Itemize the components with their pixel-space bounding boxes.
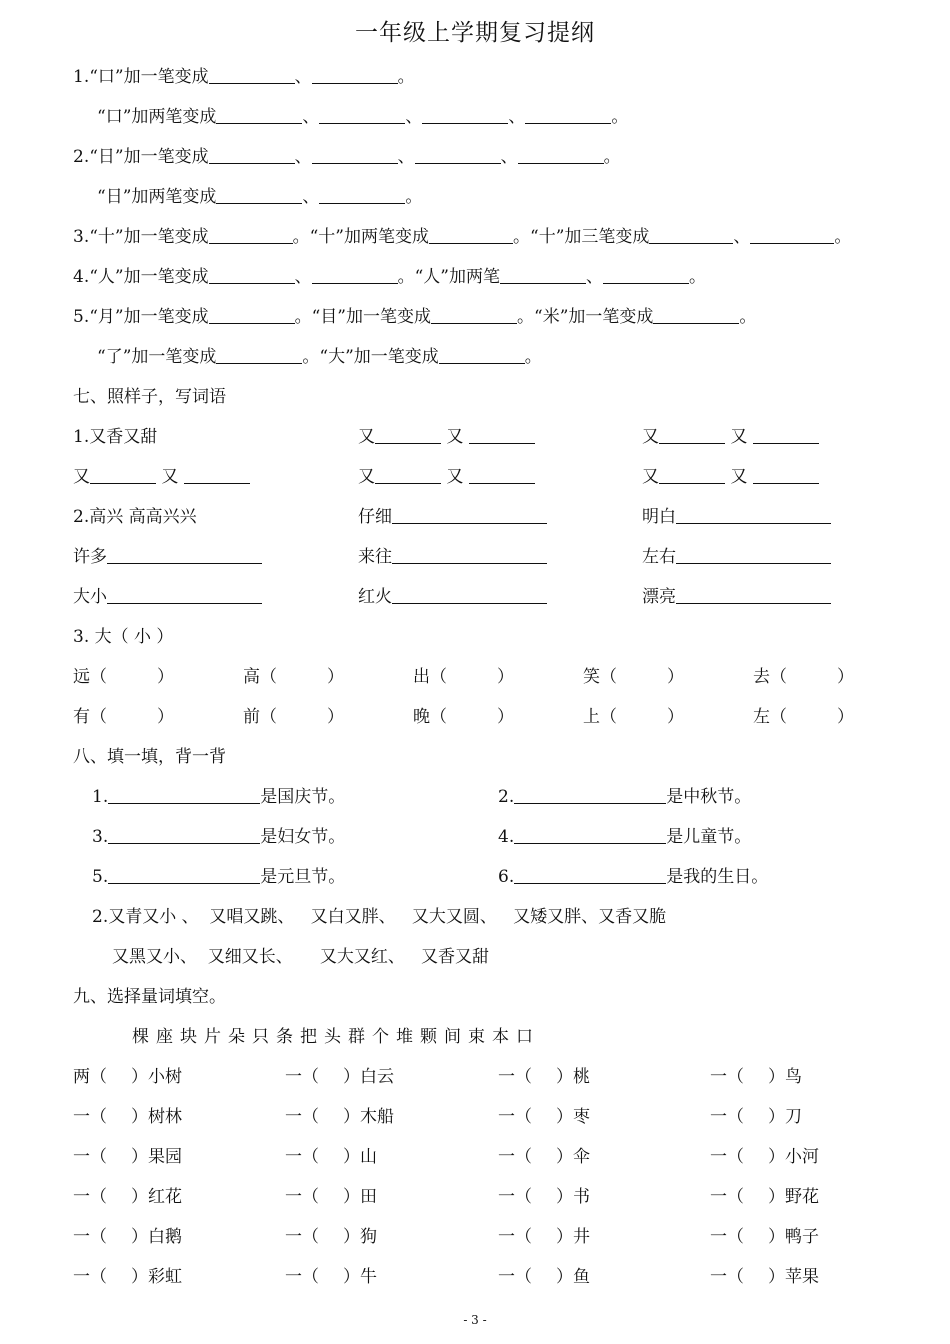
answer-blank[interactable]	[107, 585, 262, 604]
pattern-entry: 又 又	[358, 422, 535, 452]
answer-blank[interactable]	[108, 785, 260, 804]
measure-word-item: 一（ ）伞	[498, 1147, 590, 1167]
measure-word-item: 一（ ）山	[285, 1147, 377, 1167]
question-2b: “日”加两笔变成 、 。	[97, 187, 423, 207]
word-entry: 红火	[358, 582, 547, 612]
answer-blank[interactable]	[375, 425, 441, 444]
word-entry: 大小	[73, 582, 262, 612]
word-list-line-1: 2.又青又小 、 又唱又跳、 又白又胖、 又大又圆、 又矮又胖、又香又脆	[92, 907, 667, 927]
opposite-item: 左（ ）	[753, 707, 854, 727]
answer-blank[interactable]	[216, 185, 302, 204]
opposite-item: 有（ ）	[73, 707, 174, 727]
answer-blank[interactable]	[753, 425, 819, 444]
answer-blank[interactable]	[603, 265, 689, 284]
answer-blank[interactable]	[676, 505, 831, 524]
answer-blank[interactable]	[659, 425, 725, 444]
holiday-item: 1. 是国庆节。	[92, 787, 346, 807]
holiday-item: 2. 是中秋节。	[498, 787, 752, 807]
answer-blank[interactable]	[676, 585, 831, 604]
answer-blank[interactable]	[375, 465, 441, 484]
question-1a: 1.“口”加一笔变成 、 。	[73, 67, 415, 87]
holiday-item: 3. 是妇女节。	[92, 827, 346, 847]
word-entry: 漂亮	[642, 582, 831, 612]
answer-blank[interactable]	[108, 825, 260, 844]
answer-blank[interactable]	[209, 265, 295, 284]
answer-blank[interactable]	[392, 545, 547, 564]
word-entry: 仔细	[358, 502, 547, 532]
answer-blank[interactable]	[429, 225, 513, 244]
pattern-entry: 又 又	[642, 422, 819, 452]
word-entry: 来往	[358, 542, 547, 572]
answer-blank[interactable]	[525, 105, 611, 124]
answer-blank[interactable]	[676, 545, 831, 564]
measure-word-item: 一（ ）刀	[710, 1107, 802, 1127]
pattern-entry: 又 又	[642, 462, 819, 492]
answer-blank[interactable]	[392, 505, 547, 524]
answer-blank[interactable]	[209, 225, 293, 244]
opposite-item: 高（ ）	[243, 667, 344, 687]
page-title: 一年级上学期复习提纲	[355, 20, 595, 46]
holiday-item: 6. 是我的生日。	[498, 867, 769, 887]
example-2: 2.高兴 高高兴兴	[73, 507, 197, 527]
answer-blank[interactable]	[753, 465, 819, 484]
opposite-item: 出（ ）	[413, 667, 514, 687]
measure-word-item: 一（ ）野花	[710, 1187, 819, 1207]
answer-blank[interactable]	[514, 825, 666, 844]
answer-blank[interactable]	[653, 305, 739, 324]
answer-blank[interactable]	[500, 265, 586, 284]
measure-word-item: 两（ ）小树	[73, 1067, 182, 1087]
measure-word-item: 一（ ）桃	[498, 1067, 590, 1087]
opposite-item: 去（ ）	[753, 667, 854, 687]
answer-blank[interactable]	[392, 585, 547, 604]
measure-word-item: 一（ ）书	[498, 1187, 590, 1207]
answer-blank[interactable]	[415, 145, 501, 164]
answer-blank[interactable]	[514, 785, 666, 804]
measure-word-item: 一（ ）井	[498, 1227, 590, 1247]
answer-blank[interactable]	[312, 65, 398, 84]
answer-blank[interactable]	[90, 465, 156, 484]
answer-blank[interactable]	[108, 865, 260, 884]
answer-blank[interactable]	[216, 105, 302, 124]
section-seven-heading: 七、照样子，写词语	[73, 387, 226, 407]
measure-word-item: 一（ ）苹果	[710, 1267, 819, 1287]
page-number: - 3 -	[463, 1313, 487, 1327]
measure-word-item: 一（ ）木船	[285, 1107, 394, 1127]
opposites-heading: 3. 大（ 小 ）	[73, 627, 174, 647]
question-2a: 2.“日”加一笔变成 、 、 、 。	[73, 147, 621, 167]
measure-word-bank: 棵座块片朵只条把头群个堆颗间束本口	[132, 1027, 540, 1047]
opposite-item: 前（ ）	[243, 707, 344, 727]
answer-blank[interactable]	[439, 345, 525, 364]
answer-blank[interactable]	[209, 305, 295, 324]
answer-blank[interactable]	[209, 65, 295, 84]
answer-blank[interactable]	[184, 465, 250, 484]
answer-blank[interactable]	[659, 465, 725, 484]
measure-word-item: 一（ ）鸭子	[710, 1227, 819, 1247]
word-entry: 许多	[73, 542, 262, 572]
measure-word-item: 一（ ）红花	[73, 1187, 182, 1207]
answer-blank[interactable]	[514, 865, 666, 884]
word-entry: 明白	[642, 502, 831, 532]
measure-word-item: 一（ ）牛	[285, 1267, 377, 1287]
measure-word-item: 一（ ）白云	[285, 1067, 394, 1087]
holiday-item: 4. 是儿童节。	[498, 827, 752, 847]
measure-word-item: 一（ ）果园	[73, 1147, 182, 1167]
measure-word-item: 一（ ）彩虹	[73, 1267, 182, 1287]
question-5a: 5.“月”加一笔变成 。“目”加一笔变成 。“米”加一笔变成 。	[73, 307, 757, 327]
opposite-item: 远（ ）	[73, 667, 174, 687]
measure-word-item: 一（ ）枣	[498, 1107, 590, 1127]
answer-blank[interactable]	[312, 265, 398, 284]
pattern-entry: 又 又	[358, 462, 535, 492]
question-5b: “了”加一笔变成 。“大”加一笔变成 。	[97, 347, 542, 367]
pattern-entry: 又 又	[73, 462, 250, 492]
measure-word-item: 一（ ）鸟	[710, 1067, 802, 1087]
section-nine-heading: 九、选择量词填空。	[73, 987, 226, 1007]
question-1b: “口”加两笔变成 、 、 、 。	[97, 107, 629, 127]
opposite-item: 上（ ）	[583, 707, 684, 727]
answer-blank[interactable]	[469, 425, 535, 444]
measure-word-item: 一（ ）树林	[73, 1107, 182, 1127]
measure-word-item: 一（ ）白鹅	[73, 1227, 182, 1247]
answer-blank[interactable]	[518, 145, 604, 164]
example-1: 1.又香又甜	[73, 427, 158, 447]
opposite-item: 晚（ ）	[413, 707, 514, 727]
answer-blank[interactable]	[469, 465, 535, 484]
answer-blank[interactable]	[750, 225, 834, 244]
answer-blank[interactable]	[422, 105, 508, 124]
answer-blank[interactable]	[431, 305, 517, 324]
word-entry: 左右	[642, 542, 831, 572]
answer-blank[interactable]	[649, 225, 733, 244]
question-3: 3.“十”加一笔变成 。“十”加两笔变成 。“十”加三笔变成 、 。	[73, 227, 852, 247]
answer-blank[interactable]	[107, 545, 262, 564]
word-list-line-2: 又黑又小、 又细又长、 又大又红、 又香又甜	[112, 947, 490, 967]
measure-word-item: 一（ ）狗	[285, 1227, 377, 1247]
section-eight-heading: 八、填一填，背一背	[73, 747, 226, 767]
measure-word-item: 一（ ）小河	[710, 1147, 819, 1167]
answer-blank[interactable]	[319, 105, 405, 124]
answer-blank[interactable]	[216, 345, 302, 364]
answer-blank[interactable]	[319, 185, 405, 204]
opposite-item: 笑（ ）	[583, 667, 684, 687]
question-4: 4.“人”加一笔变成 、 。“人”加两笔 、 。	[73, 267, 706, 287]
answer-blank[interactable]	[209, 145, 295, 164]
measure-word-item: 一（ ）鱼	[498, 1267, 590, 1287]
answer-blank[interactable]	[312, 145, 398, 164]
holiday-item: 5. 是元旦节。	[92, 867, 346, 887]
measure-word-item: 一（ ）田	[285, 1187, 377, 1207]
